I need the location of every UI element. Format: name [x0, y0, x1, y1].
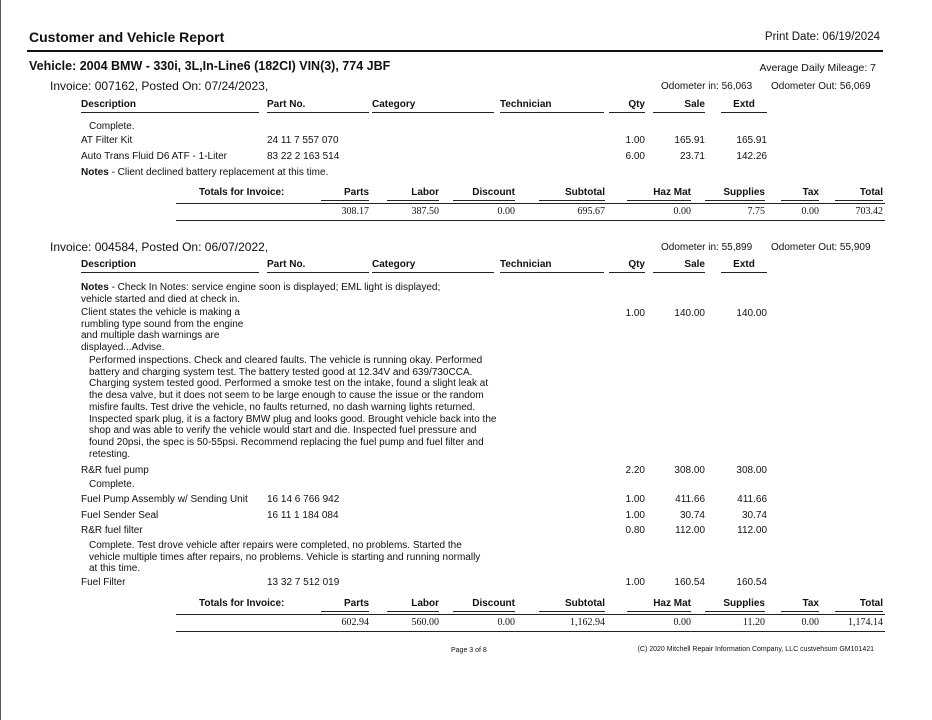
totals-subtotal-header: Subtotal [539, 187, 605, 201]
invoice-notes [81, 167, 328, 178]
average-daily-mileage: Average Daily Mileage: 7 [759, 62, 876, 74]
odometer-out: Odometer Out: 55,909 [771, 242, 871, 253]
notes-label: Notes [81, 282, 109, 293]
customer-concern: Client states the vehicle is making a rumbling type sound from the engine and multiple dash warnings are displayed...Advise. [81, 307, 244, 354]
total-parts: 602.94 [341, 617, 369, 628]
col-extd: Extd [721, 99, 767, 113]
totals-parts-header: Parts [321, 187, 369, 201]
item-qty: 2.20 [625, 465, 645, 476]
item-extd: 142.26 [736, 151, 767, 162]
col-description: Description [81, 99, 259, 113]
col-sale: Sale [653, 259, 705, 273]
item-qty: 1.00 [625, 494, 645, 505]
total-subtotal: 695.67 [577, 206, 605, 217]
col-technician: Technician [500, 99, 604, 113]
item-extd: 112.00 [737, 525, 767, 536]
total-tax: 0.00 [801, 206, 819, 217]
totals-supplies-header: Supplies [705, 187, 765, 201]
col-part-no: Part No. [267, 99, 369, 113]
item-sale: 112.00 [675, 525, 705, 536]
col-technician: Technician [500, 259, 604, 273]
totals-rule-top [176, 614, 885, 615]
total-total: 703.42 [855, 206, 883, 217]
invoice-header: Invoice: 007162, Posted On: 07/24/2023, [50, 79, 269, 93]
col-description: Description [81, 259, 259, 273]
total-hazmat: 0.00 [673, 617, 691, 628]
item-description: AT Filter Kit [81, 135, 133, 146]
item-description: Fuel Pump Assembly w/ Sending Unit [81, 494, 248, 505]
total-parts: 308.17 [341, 206, 369, 217]
item-part-no: 16 14 6 766 942 [267, 494, 340, 505]
item-extd: 30.74 [741, 510, 767, 521]
complete-note: Complete. [89, 479, 135, 490]
invoice-notes [81, 282, 440, 293]
item-extd: 165.91 [736, 135, 767, 146]
totals-discount-header: Discount [453, 187, 515, 201]
totals-label: Totals for Invoice: [199, 598, 285, 609]
total-subtotal: 1,162.94 [570, 617, 605, 628]
item-sale: 308.00 [674, 465, 705, 476]
item-description: Fuel Filter [81, 577, 126, 588]
odometer-in: Odometer in: 56,063 [661, 81, 753, 92]
item-part-no: 16 11 1 184 084 [267, 510, 339, 521]
item-sale: 165.91 [674, 135, 705, 146]
col-category: Category [372, 259, 494, 273]
print-date: Print Date: 06/19/2024 [764, 31, 880, 43]
item-sale: 23.71 [679, 151, 705, 162]
total-tax: 0.00 [801, 617, 819, 628]
item-qty: 1.00 [625, 510, 645, 521]
totals-rule-top [176, 203, 885, 204]
notes-text-continued: vehicle started and died at check in. [81, 294, 240, 305]
col-extd: Extd [721, 259, 767, 273]
report-title: Customer and Vehicle Report [29, 29, 225, 45]
total-discount: 0.00 [497, 617, 515, 628]
item-qty: 1.00 [625, 135, 645, 146]
item-part-no: 13 32 7 512 019 [267, 577, 340, 588]
col-sale: Sale [653, 99, 705, 113]
page-number: Page 3 of 8 [451, 647, 487, 654]
totals-hazmat-header: Haz Mat [627, 598, 691, 612]
total-supplies: 11.20 [742, 617, 765, 628]
odometer-out: Odometer Out: 56,069 [771, 81, 871, 92]
col-qty: Qty [609, 259, 645, 273]
totals-rule-bottom [176, 631, 885, 632]
item-extd: 160.54 [736, 577, 767, 588]
totals-tax-header: Tax [781, 598, 819, 612]
totals-tax-header: Tax [781, 187, 819, 201]
item-sale: 160.54 [674, 577, 705, 588]
item-description: Fuel Sender Seal [81, 510, 159, 521]
total-labor: 560.00 [411, 617, 439, 628]
item-sale: 411.66 [675, 494, 705, 505]
col-category: Category [372, 99, 494, 113]
totals-total-header: Total [835, 187, 883, 201]
totals-label: Totals for Invoice: [199, 187, 285, 198]
item-part-no: 24 11 7 557 070 [267, 135, 339, 146]
totals-supplies-header: Supplies [705, 598, 765, 612]
totals-discount-header: Discount [453, 598, 515, 612]
invoice-header: Invoice: 004584, Posted On: 06/07/2022, [50, 240, 269, 254]
total-hazmat: 0.00 [673, 206, 691, 217]
item-description: R&R fuel filter [81, 525, 143, 536]
complete-note: Complete. [89, 121, 135, 132]
item-extd: 308.00 [736, 465, 767, 476]
item-qty: 0.80 [625, 525, 645, 536]
item-qty: 1.00 [625, 577, 645, 588]
notes-text: - Client declined battery replacement at this time. [108, 167, 329, 178]
notes-text: - Check In Notes: service engine soon is displayed; EML light is displayed; [108, 282, 441, 293]
total-supplies: 7.75 [747, 206, 765, 217]
copyright: (C) 2020 Mitchell Repair Information Company, LLC custvehsum GM101421 [637, 646, 874, 653]
total-labor: 387.50 [411, 206, 439, 217]
item-sale: 30.74 [679, 510, 705, 521]
item-description: R&R fuel pump [81, 465, 149, 476]
col-qty: Qty [609, 99, 645, 113]
total-discount: 0.00 [497, 206, 515, 217]
odometer-in: Odometer in: 55,899 [661, 242, 753, 253]
col-part-no: Part No. [267, 259, 369, 273]
totals-subtotal-header: Subtotal [539, 598, 605, 612]
vehicle-info: Vehicle: 2004 BMW - 330i, 3L,In-Line6 (182CI) VIN(3), 774 JBF [29, 59, 391, 73]
completion-notes: Complete. Test drove vehicle after repairs were completed, no problems. Started the vehicle multiple times after repairs, no problems. Vehicle is starting and running normally at this time. [89, 540, 481, 575]
totals-hazmat-header: Haz Mat [627, 187, 691, 201]
total-total: 1,174.14 [848, 617, 883, 628]
totals-total-header: Total [835, 598, 883, 612]
diagnosis-notes: Performed inspections. Check and cleared faults. The vehicle is running okay. Performed battery and charging system test. The battery tested good at 12.34V and 639/730CCA. Charging system tested good. Performed a smoke test on the intake, found a slight leak at the desa valve, but it does not seem to be large enough to cause the issue or the random misfire faults. Test drive the vehicle, no faults returned, no dash warning lights returned. Inspected spark plug, it is a factory BMW plug and looks good. Brought vehicle back into the shop and was able to verify the vehicle would start and die. Inspected fuel pressure and found 20psi, the spec is 50-55psi. Recommend replacing the fuel pump and fuel filter and retesting. [89, 355, 497, 460]
item-qty: 6.00 [625, 151, 645, 162]
totals-labor-header: Labor [387, 187, 439, 201]
item-part-no: 83 22 2 163 514 [267, 151, 340, 162]
totals-labor-header: Labor [387, 598, 439, 612]
totals-rule-bottom [176, 220, 885, 221]
item-extd: 411.66 [737, 494, 767, 505]
totals-parts-header: Parts [321, 598, 369, 612]
item-qty: 1.00 [625, 308, 645, 319]
item-extd: 140.00 [736, 308, 767, 319]
item-sale: 140.00 [674, 308, 705, 319]
header-rule [27, 50, 883, 52]
item-description: Auto Trans Fluid D6 ATF - 1-Liter [81, 151, 227, 162]
notes-label: Notes [81, 167, 109, 178]
